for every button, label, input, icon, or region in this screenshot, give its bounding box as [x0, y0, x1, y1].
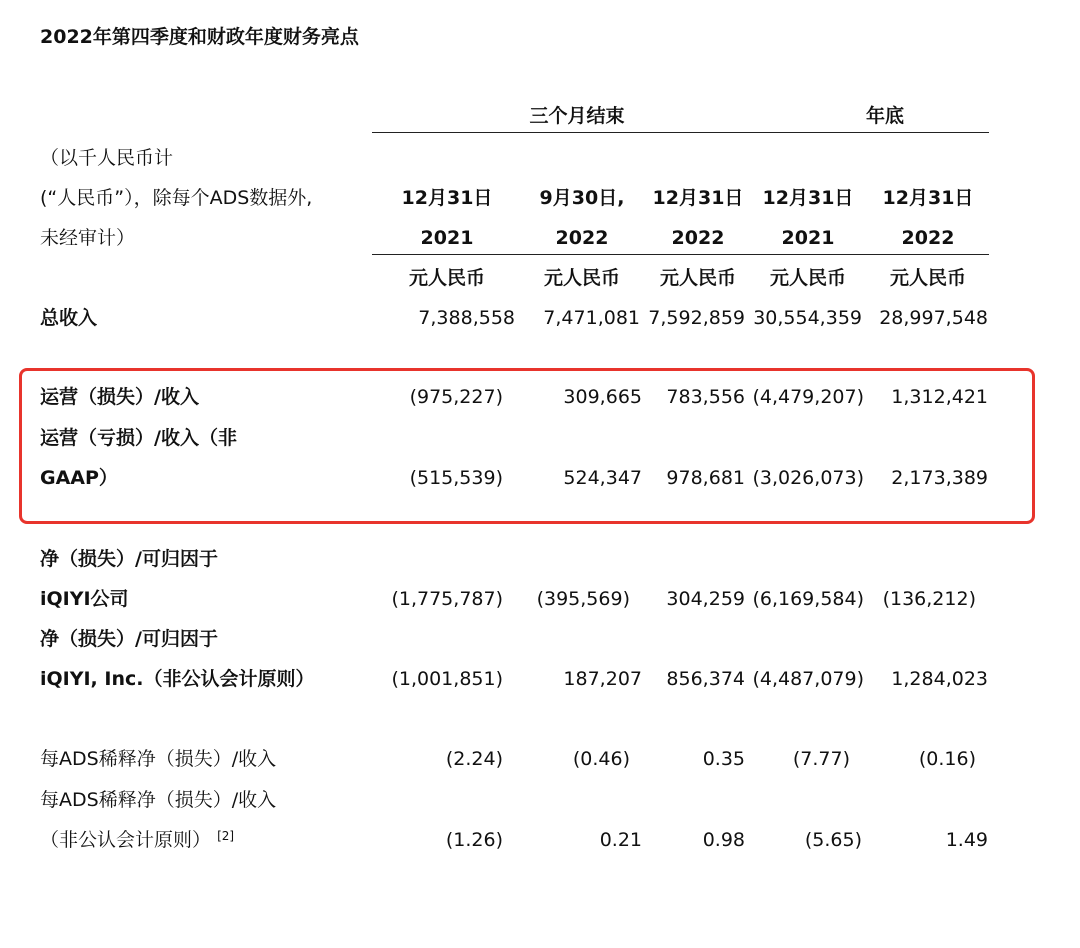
row-eps-nongaap-label-2-text: （非公认会计原则） [40, 829, 212, 851]
table-cell: 1.49 [945, 829, 988, 851]
col-1-currency: 元人民币 [408, 267, 485, 289]
table-cell: 1,312,421 [891, 386, 988, 408]
table-cell: 309,665 [563, 386, 642, 408]
header-three-months: 三个月结束 [529, 105, 625, 127]
col-2-year: 2022 [555, 227, 609, 249]
col-2-currency: 元人民币 [543, 267, 620, 289]
table-cell: (4,487,079) [752, 668, 864, 690]
unit-note-line-1: （以千人民币计 [40, 147, 174, 169]
col-3-currency: 元人民币 [659, 267, 736, 289]
table-cell: (6,169,584) [752, 588, 864, 610]
page-title: 2022年第四季度和财政年度财务亮点 [40, 26, 359, 48]
row-net-loss-label-1: 净（损失）/可归因于 [40, 548, 218, 570]
header-year-end: 年底 [865, 105, 904, 127]
table-cell: 0.35 [702, 748, 745, 770]
table-cell: (136,212) [882, 588, 976, 610]
row-operating-loss-nongaap-label-1: 运营（亏损）/收入（非 [40, 427, 237, 449]
header-rule-top [372, 132, 989, 133]
table-cell: (1.26) [445, 829, 503, 851]
table-cell: 0.98 [702, 829, 745, 851]
table-cell: 783,556 [666, 386, 745, 408]
table-cell: (3,026,073) [752, 467, 864, 489]
col-4-currency: 元人民币 [769, 267, 846, 289]
col-2-date: 9月30日, [539, 187, 625, 209]
table-cell: 856,374 [666, 668, 745, 690]
table-cell: 0.21 [599, 829, 642, 851]
table-cell: (4,479,207) [752, 386, 864, 408]
table-cell: (5.65) [804, 829, 862, 851]
table-cell: (7.77) [792, 748, 850, 770]
table-cell: (2.24) [445, 748, 503, 770]
col-1-year: 2021 [420, 227, 474, 249]
table-cell: 524,347 [563, 467, 642, 489]
table-cell: 7,592,859 [648, 307, 745, 329]
col-1-date: 12月31日 [401, 187, 493, 209]
table-cell: 187,207 [563, 668, 642, 690]
table-cell: 978,681 [666, 467, 745, 489]
col-5-date: 12月31日 [882, 187, 974, 209]
table-cell: (395,569) [536, 588, 630, 610]
footnote-marker: [2] [217, 829, 235, 843]
row-operating-loss-nongaap-label-2: GAAP） [40, 467, 118, 489]
table-cell: (0.16) [918, 748, 976, 770]
row-net-loss-nongaap-label-2: iQIYI, Inc.（非公认会计原则） [40, 668, 315, 690]
table-cell: 7,388,558 [418, 307, 515, 329]
table-cell: 2,173,389 [891, 467, 988, 489]
header-rule-bottom [372, 254, 989, 255]
row-net-loss-nongaap-label-1: 净（损失）/可归因于 [40, 628, 218, 650]
table-cell: (0.46) [572, 748, 630, 770]
row-net-loss-label-2: iQIYI公司 [40, 588, 129, 610]
row-eps-nongaap-label-1: 每ADS稀释净（损失）/收入 [40, 789, 277, 811]
table-cell: 7,471,081 [543, 307, 640, 329]
row-eps-nongaap-label-2 [40, 828, 234, 852]
table-cell: (975,227) [409, 386, 503, 408]
col-5-currency: 元人民币 [889, 267, 966, 289]
col-3-year: 2022 [671, 227, 725, 249]
table-cell: (1,775,787) [391, 588, 503, 610]
table-cell: 1,284,023 [891, 668, 988, 690]
row-eps-label: 每ADS稀释净（损失）/收入 [40, 748, 277, 770]
table-cell: 304,259 [666, 588, 745, 610]
table-cell: (1,001,851) [391, 668, 503, 690]
table-cell: (515,539) [409, 467, 503, 489]
row-operating-loss-label: 运营（损失）/收入 [40, 386, 199, 408]
col-5-year: 2022 [901, 227, 955, 249]
table-cell: 28,997,548 [879, 307, 988, 329]
table-cell: 30,554,359 [753, 307, 862, 329]
unit-note-line-2: (“人民币”），除每个ADS数据外, [40, 187, 313, 209]
row-total-revenue-label: 总收入 [40, 307, 98, 329]
col-4-date: 12月31日 [762, 187, 854, 209]
col-3-date: 12月31日 [652, 187, 744, 209]
col-4-year: 2021 [781, 227, 835, 249]
unit-note-line-3: 未经审计） [40, 227, 136, 249]
